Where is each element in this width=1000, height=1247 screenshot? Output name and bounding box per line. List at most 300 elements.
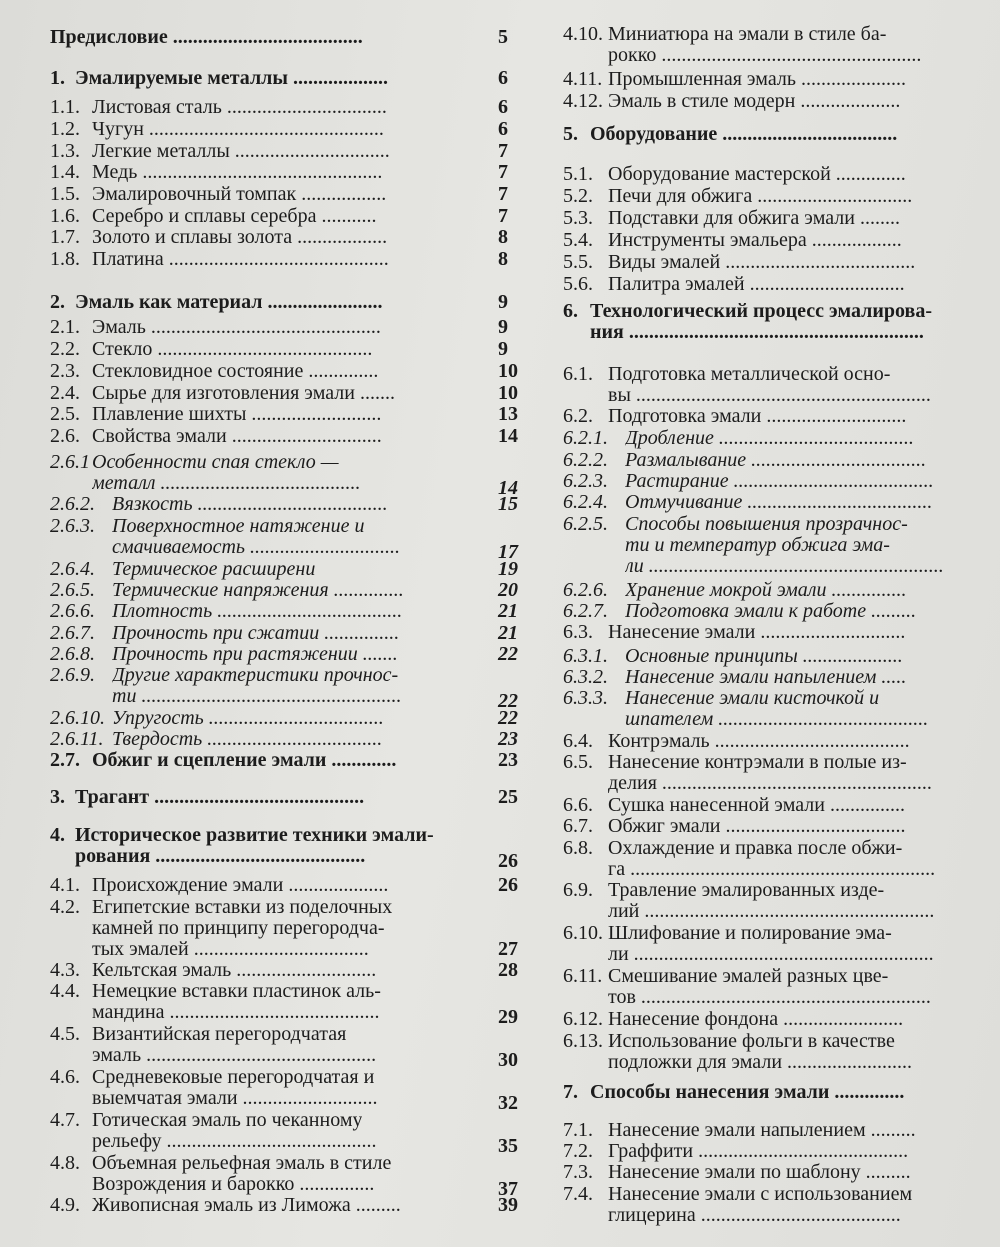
- toc-entry-number: 6.2.2.: [563, 449, 608, 471]
- toc-entry: [563, 492, 993, 513]
- toc-entry-continuation: тов ..........................................................: [608, 987, 931, 1008]
- toc-entry-number: 2.1.: [50, 316, 80, 338]
- toc-entry-title: Нанесение эмали напылением .....: [625, 667, 907, 688]
- toc-entry-number: 1.8.: [50, 248, 80, 270]
- toc-entry: [50, 426, 530, 447]
- toc-entry-continuation: эмаль ..............................................: [92, 1045, 377, 1066]
- toc-entry-page-number: 22: [498, 690, 518, 712]
- toc-entry-page-number: 13: [498, 403, 518, 425]
- toc-entry-number: 6.2.6.: [563, 579, 608, 601]
- toc-entry-title: Нанесение эмали напылением .........: [608, 1120, 916, 1141]
- toc-entry-continuation: тых эмалей ...................................: [92, 939, 369, 960]
- toc-entry: [50, 729, 530, 750]
- toc-entry-title: Предисловие ......................................: [50, 27, 363, 48]
- toc-entry-number: 7.3.: [563, 1161, 593, 1183]
- toc-entry-continuation: глицерина ........................................: [608, 1205, 901, 1226]
- toc-entry: [563, 274, 993, 295]
- toc-entry-page-number: 22: [498, 707, 518, 729]
- toc-entry-number: 6.4.: [563, 730, 593, 752]
- toc-entry-title: Миниатюра на эмали в стиле ба-: [608, 24, 887, 45]
- toc-entry-title: Сырье для изготовления эмали .......: [92, 383, 395, 404]
- toc-entry-title: Охлаждение и правка после обжи-: [608, 838, 903, 859]
- toc-entry-number: 5.5.: [563, 251, 593, 273]
- toc-entry: [563, 1162, 993, 1183]
- toc-entry: [50, 404, 530, 425]
- toc-entry-title: Эмалируемые металлы ...................: [75, 68, 389, 89]
- toc-entry: [563, 124, 993, 145]
- toc-entry-page-number: 23: [498, 749, 518, 771]
- toc-entry-number: 6.8.: [563, 837, 593, 859]
- toc-entry-number: 6.9.: [563, 879, 593, 901]
- toc-entry: [50, 1023, 530, 1071]
- toc-entry: [563, 646, 993, 667]
- toc-entry-page-number: 32: [498, 1092, 518, 1114]
- toc-entry-number: 6.2.5.: [563, 513, 608, 535]
- toc-entry-page-number: 15: [498, 493, 518, 515]
- toc-entry: [563, 514, 993, 577]
- toc-entry-page-number: 6: [498, 96, 508, 118]
- toc-entry-number: 1.4.: [50, 161, 80, 183]
- toc-entry-number: 4.11.: [563, 68, 603, 90]
- toc-entry: [50, 27, 530, 48]
- toc-entry-title: Плотность .....................................: [112, 601, 403, 622]
- toc-entry-number: 6.6.: [563, 794, 593, 816]
- toc-entry-number: 4.10.: [563, 23, 603, 45]
- toc-entry-number: 6.5.: [563, 751, 593, 773]
- toc-entry-title: Нанесение эмали с использованием: [608, 1184, 913, 1205]
- toc-entry-title: Подготовка эмали к работе .........: [625, 601, 917, 622]
- toc-entry-title: Основные принципы ....................: [625, 646, 903, 667]
- toc-entry: [50, 875, 530, 896]
- toc-entry: [563, 252, 993, 273]
- toc-entry: [50, 664, 530, 712]
- toc-entry: [50, 644, 530, 665]
- toc-entry: [563, 186, 993, 207]
- toc-entry-number: 1.7.: [50, 226, 80, 248]
- toc-entry: [563, 230, 993, 251]
- toc-entry-number: 5.3.: [563, 207, 593, 229]
- toc-entry-page-number: 37: [498, 1178, 518, 1200]
- toc-entry: [563, 364, 993, 406]
- toc-entry: [50, 141, 530, 162]
- toc-entry-title: Готическая эмаль по чеканному: [92, 1110, 363, 1131]
- toc-entry-number: 4.1.: [50, 874, 80, 896]
- toc-entry: [563, 1120, 993, 1141]
- toc-entry-continuation: мандина ..........................................: [92, 1002, 380, 1023]
- toc-entry: [563, 731, 993, 752]
- toc-entry: [563, 164, 993, 185]
- toc-entry-title: Немецкие вставки пластинок аль-: [92, 981, 381, 1002]
- toc-entry: [563, 752, 993, 794]
- toc-entry: [563, 1031, 993, 1073]
- toc-entry-page-number: 25: [498, 786, 518, 808]
- toc-entry-number: 6.3.2.: [563, 666, 608, 688]
- toc-entry-continuation: смачиваемость ..............................: [112, 537, 401, 558]
- toc-entry-number: 4.7.: [50, 1109, 80, 1131]
- toc-entry-title: Египетские вставки из поделочных: [92, 897, 393, 918]
- toc-entry: [563, 580, 993, 601]
- toc-entry-number: 6.13.: [563, 1030, 603, 1052]
- toc-entry-number: 2.4.: [50, 382, 80, 404]
- toc-entry-title: Отмучивание .....................................: [625, 492, 933, 513]
- toc-entry-continuation: шпателем ..........................................: [625, 709, 929, 730]
- toc-entry: [563, 601, 993, 622]
- toc-entry-number: 2.2.: [50, 338, 80, 360]
- toc-entry: [50, 97, 530, 118]
- toc-entry-continuation: ли ............................................................: [608, 944, 934, 965]
- toc-entry-number: 6.2.4.: [563, 491, 608, 513]
- toc-entry: [563, 622, 993, 643]
- toc-entry-page-number: 26: [498, 850, 518, 872]
- toc-entry-number: 1.6.: [50, 205, 80, 227]
- toc-entry-page-number: 7: [498, 161, 508, 183]
- toc-entry-title: Использование фольги в качестве: [608, 1031, 895, 1052]
- toc-entry-title: Подготовка эмали ............................: [608, 406, 907, 427]
- toc-entry-title: Эмаль в стиле модерн ....................: [608, 91, 901, 112]
- toc-entry: [50, 1195, 530, 1216]
- toc-entry-title: Средневековые перегородчатая и: [92, 1067, 375, 1088]
- toc-entry: [50, 1109, 530, 1157]
- toc-entry-page-number: 9: [498, 338, 508, 360]
- toc-entry-title: Эмалировочный томпак .................: [92, 184, 387, 205]
- toc-entry: [50, 361, 530, 382]
- toc-entry: [50, 68, 530, 89]
- toc-entry-continuation: металл ........................................: [92, 473, 361, 494]
- toc-entry-title: Упругость ...................................: [112, 708, 384, 729]
- toc-entry: [563, 428, 993, 449]
- toc-entry-title: Объемная рельефная эмаль в стиле: [92, 1153, 392, 1174]
- toc-entry-title: Нанесение эмали по шаблону .........: [608, 1162, 911, 1183]
- toc-entry: [563, 208, 993, 229]
- toc-entry-title: Обжиг эмали ....................................: [608, 816, 906, 837]
- toc-entry-page-number: 6: [498, 118, 508, 140]
- toc-entry: [50, 184, 530, 205]
- toc-entry-continuation: рокко ....................................................: [608, 45, 922, 66]
- toc-entry-title: Растирание ........................................: [625, 471, 934, 492]
- toc-entry-title: Происхождение эмали ....................: [92, 875, 389, 896]
- toc-entry: [563, 24, 993, 66]
- toc-entry: [50, 494, 530, 515]
- toc-entry-title: Размалывание ...................................: [625, 450, 927, 471]
- toc-entry-number: 1.3.: [50, 140, 80, 162]
- toc-entry-number: 2.7.: [50, 749, 80, 771]
- toc-entry-number: 5.4.: [563, 229, 593, 251]
- toc-entry-continuation: делия ......................................................: [608, 773, 932, 794]
- toc-entry-title: Нанесение фондона ........................: [608, 1009, 904, 1030]
- toc-entry: [50, 750, 530, 771]
- toc-entry-title: Смешивание эмалей разных цве-: [608, 966, 889, 987]
- toc-entry-number: 2.6.: [50, 425, 80, 447]
- toc-entry-title: Историческое развитие техники эмали-: [75, 825, 434, 846]
- toc-entry: [50, 292, 530, 313]
- toc-entry: [563, 69, 993, 90]
- toc-entry: [563, 667, 993, 688]
- toc-entry-number: 6.2.: [563, 405, 593, 427]
- toc-entry-number: 2.6.2.: [50, 493, 95, 515]
- toc-entry-page-number: 29: [498, 1006, 518, 1028]
- toc-entry-number: 4.3.: [50, 959, 80, 981]
- toc-entry-number: 2.6.6.: [50, 600, 95, 622]
- toc-entry-number: 2.5.: [50, 403, 80, 425]
- toc-entry-number: 4.5.: [50, 1023, 80, 1045]
- toc-entry-page-number: 14: [498, 425, 518, 447]
- toc-entry-title: Эмаль как материал .......................: [75, 292, 383, 313]
- toc-entry-number: 4.: [50, 824, 65, 846]
- toc-entry-number: 6.3.: [563, 621, 593, 643]
- toc-entry-title: Вязкость ......................................: [112, 494, 388, 515]
- toc-entry-number: 1.2.: [50, 118, 80, 140]
- toc-entry-continuation: выемчатая эмали ...........................: [92, 1088, 378, 1109]
- toc-entry-title: Подставки для обжига эмали ........: [608, 208, 900, 229]
- toc-entry-title: Подготовка металлической осно-: [608, 364, 891, 385]
- toc-entry-page-number: 10: [498, 382, 518, 404]
- toc-entry: [50, 162, 530, 183]
- toc-entry-number: 4.4.: [50, 980, 80, 1002]
- toc-entry-page-number: 21: [498, 600, 518, 622]
- toc-entry-title: Другие характеристики прочнос-: [112, 665, 399, 686]
- toc-entry-title: Свойства эмали ..............................: [92, 426, 382, 447]
- toc-entry-number: 6.3.1.: [563, 645, 608, 667]
- toc-entry-title: Листовая сталь ................................: [92, 97, 387, 118]
- toc-entry-title: Способы повышения прозрачнос-: [625, 514, 908, 535]
- toc-entry-page-number: 9: [498, 316, 508, 338]
- toc-entry-title: Прочность при растяжении .......: [112, 644, 398, 665]
- toc-entry-title: Термическое расширени: [112, 559, 316, 580]
- toc-entry-page-number: 20: [498, 579, 518, 601]
- toc-entry: [50, 227, 530, 248]
- toc-entry-title: Способы нанесения эмали ..............: [590, 1082, 905, 1103]
- toc-entry-title: Платина ............................................: [92, 249, 389, 270]
- toc-entry-title: Нанесение контрэмали в полые из-: [608, 752, 907, 773]
- toc-entry: [563, 795, 993, 816]
- toc-entry-continuation: камней по принципу перегородча-: [92, 918, 385, 939]
- toc-entry-title: Граффити ..........................................: [608, 1141, 909, 1162]
- toc-entry: [50, 317, 530, 338]
- toc-entry-title: Кельтская эмаль ............................: [92, 960, 377, 981]
- toc-entry: [50, 515, 530, 563]
- toc-entry-number: 2.6.4.: [50, 558, 95, 580]
- toc-entry-number: 1.: [50, 67, 65, 89]
- toc-entry-number: 1.5.: [50, 183, 80, 205]
- toc-entry-number: 2.6.7.: [50, 622, 95, 644]
- toc-entry: [50, 206, 530, 227]
- toc-entry-number: 2.6.3.: [50, 515, 95, 537]
- toc-entry-continuation: га .............................................................: [608, 859, 936, 880]
- toc-entry-title: Термические напряжения ..............: [112, 580, 404, 601]
- toc-entry-title: Эмаль ..............................................: [92, 317, 381, 338]
- toc-entry-page-number: 7: [498, 140, 508, 162]
- toc-entry-page-number: 28: [498, 959, 518, 981]
- toc-entry-page-number: 14: [498, 477, 518, 499]
- toc-entry: [563, 406, 993, 427]
- toc-entry-title: Золото и сплавы золота ..................: [92, 227, 388, 248]
- toc-entry: [50, 787, 530, 808]
- toc-entry-continuation: подложки для эмали .........................: [608, 1052, 913, 1073]
- toc-entry-continuation: рования ..........................................: [75, 846, 366, 867]
- toc-entry-number: 5.: [563, 123, 578, 145]
- toc-entry-number: 6.2.3.: [563, 470, 608, 492]
- toc-entry-title: Медь ................................................: [92, 162, 383, 183]
- toc-entry-continuation: рельефу ..........................................: [92, 1131, 377, 1152]
- toc-entry-title: Оборудование мастерской ..............: [608, 164, 906, 185]
- toc-entry: [563, 880, 993, 922]
- toc-entry-page-number: 22: [498, 643, 518, 665]
- toc-entry: [563, 1141, 993, 1162]
- toc-entry-number: 6.2.7.: [563, 600, 608, 622]
- toc-entry-page-number: 7: [498, 183, 508, 205]
- toc-entry: [50, 708, 530, 729]
- toc-entry: [50, 383, 530, 404]
- toc-entry-page-number: 35: [498, 1135, 518, 1157]
- toc-entry-title: Особенности спая стекло —: [92, 452, 339, 473]
- toc-entry-title: Твердость ...................................: [112, 729, 383, 750]
- toc-entry-number: 2.6.11.: [50, 728, 104, 750]
- toc-entry-title: Трагант ..........................................: [75, 787, 365, 808]
- toc-entry: [50, 559, 530, 580]
- toc-entry-page-number: 6: [498, 67, 508, 89]
- toc-entry-title: Обжиг и сцепление эмали .............: [92, 750, 397, 771]
- toc-entry-number: 7.2.: [563, 1140, 593, 1162]
- toc-entry-title: Оборудование ...................................: [590, 124, 898, 145]
- toc-entry-number: 6.11.: [563, 965, 603, 987]
- toc-entry-number: 5.6.: [563, 273, 593, 295]
- toc-entry-number: 2.3.: [50, 360, 80, 382]
- toc-entry: [50, 897, 530, 960]
- toc-entry: [50, 601, 530, 622]
- toc-entry-page-number: 8: [498, 226, 508, 248]
- toc-entry-number: 4.6.: [50, 1066, 80, 1088]
- toc-entry: [50, 824, 530, 872]
- toc-entry-title: Прочность при сжатии ...............: [112, 623, 400, 644]
- toc-entry-title: Стекло ...........................................: [92, 339, 373, 360]
- toc-entry-page-number: 7: [498, 205, 508, 227]
- toc-entry-page-number: 19: [498, 558, 518, 580]
- toc-entry-continuation: ти ....................................................: [112, 686, 402, 707]
- toc-entry-title: Серебро и сплавы серебра ...........: [92, 206, 377, 227]
- toc-entry-number: 6.7.: [563, 815, 593, 837]
- toc-entry-title: Поверхностное натяжение и: [112, 516, 365, 537]
- toc-entry: [50, 339, 530, 360]
- toc-entry-continuation: вы ...........................................................: [608, 385, 931, 406]
- toc-entry: [50, 960, 530, 981]
- toc-entry-title: Стекловидное состояние ..............: [92, 361, 379, 382]
- toc-entry: [563, 1009, 993, 1030]
- toc-entry-number: 6.2.1.: [563, 427, 608, 449]
- toc-entry-number: 2.: [50, 291, 65, 313]
- toc-entry: [50, 451, 530, 499]
- toc-entry: [563, 923, 993, 965]
- toc-entry-page-number: 9: [498, 291, 508, 313]
- toc-entry-number: 5.2.: [563, 185, 593, 207]
- toc-entry-continuation: ти и температур обжига эма-: [625, 535, 890, 556]
- toc-entry: [50, 980, 530, 1028]
- toc-entry-title: Дробление .......................................: [625, 428, 914, 449]
- toc-entry: [50, 580, 530, 601]
- toc-entry: [563, 450, 993, 471]
- toc-entry-number: 2.6.9.: [50, 664, 95, 686]
- toc-entry-number: 4.2.: [50, 896, 80, 918]
- toc-entry-page-number: 5: [498, 26, 508, 48]
- toc-entry-title: Живописная эмаль из Лиможа .........: [92, 1195, 401, 1216]
- toc-entry: [563, 301, 993, 343]
- toc-entry-title: Плавление шихты ..........................: [92, 404, 382, 425]
- toc-entry-number: 7.1.: [563, 1119, 593, 1141]
- toc-entry-number: 5.1.: [563, 163, 593, 185]
- toc-entry-number: 2.6.8.: [50, 643, 95, 665]
- toc-entry-title: Нанесение эмали .............................: [608, 622, 906, 643]
- toc-entry-title: Палитра эмалей ...............................: [608, 274, 905, 295]
- toc-entry-page-number: 17: [498, 541, 518, 563]
- toc-entry: [50, 1152, 530, 1200]
- toc-entry-title: Виды эмалей ......................................: [608, 252, 916, 273]
- toc-entry-number: 2.6.1: [50, 451, 90, 473]
- toc-entry: [563, 838, 993, 880]
- toc-entry-number: 4.9.: [50, 1194, 80, 1216]
- toc-entry-number: 6.3.3.: [563, 687, 608, 709]
- toc-entry-title: Контрэмаль .......................................: [608, 731, 910, 752]
- toc-entry-page-number: 21: [498, 622, 518, 644]
- toc-entry-title: Чугун ...............................................: [92, 119, 384, 140]
- toc-entry-continuation: ния ...........................................................: [590, 322, 924, 343]
- toc-entry: [563, 471, 993, 492]
- toc-entry-continuation: ли ...........................................................: [625, 556, 944, 577]
- toc-entry-page-number: 23: [498, 728, 518, 750]
- toc-entry-continuation: Возрождения и барокко ...............: [92, 1174, 375, 1195]
- toc-entry-title: Шлифование и полирование эма-: [608, 923, 892, 944]
- toc-entry-title: Легкие металлы ...............................: [92, 141, 390, 162]
- toc-entry-continuation: лий ..........................................................: [608, 901, 935, 922]
- toc-entry-number: 6.10.: [563, 922, 603, 944]
- toc-entry: [50, 1066, 530, 1114]
- toc-entry: [563, 966, 993, 1008]
- toc-entry-number: 6.12.: [563, 1008, 603, 1030]
- toc-entry-page-number: 30: [498, 1049, 518, 1071]
- toc-entry-title: Сушка нанесенной эмали ...............: [608, 795, 905, 816]
- toc-entry: [50, 623, 530, 644]
- toc-entry-page-number: 8: [498, 248, 508, 270]
- toc-entry-number: 7.4.: [563, 1183, 593, 1205]
- toc-entry-page-number: 10: [498, 360, 518, 382]
- toc-entry-page-number: 26: [498, 874, 518, 896]
- toc-entry-title: Нанесение эмали кисточкой и: [625, 688, 880, 709]
- toc-entry-number: 6.1.: [563, 363, 593, 385]
- toc-entry-title: Промышленная эмаль .....................: [608, 69, 906, 90]
- toc-entry-page-number: 39: [498, 1194, 518, 1216]
- toc-entry-title: Византийская перегородчатая: [92, 1024, 347, 1045]
- toc-entry-title: Печи для обжига ...............................: [608, 186, 913, 207]
- toc-entry-page-number: 27: [498, 938, 518, 960]
- toc-entry: [563, 91, 993, 112]
- toc-entry: [563, 1184, 993, 1226]
- toc-entry-number: 6.: [563, 300, 578, 322]
- toc-entry-title: Инструменты эмальера ..................: [608, 230, 902, 251]
- toc-entry: [563, 688, 993, 730]
- toc-entry-number: 2.6.5.: [50, 579, 95, 601]
- toc-entry-number: 4.8.: [50, 1152, 80, 1174]
- toc-entry: [563, 816, 993, 837]
- toc-entry-number: 7.: [563, 1081, 578, 1103]
- toc-entry: [563, 1082, 993, 1103]
- toc-entry-number: 3.: [50, 786, 65, 808]
- toc-entry-number: 4.12.: [563, 90, 603, 112]
- toc-entry: [50, 249, 530, 270]
- toc-entry-title: Технологический процесс эмалирова-: [590, 301, 932, 322]
- toc-entry-number: 1.1.: [50, 96, 80, 118]
- toc-entry-number: 2.6.10.: [50, 707, 105, 729]
- toc-entry: [50, 119, 530, 140]
- toc-entry-title: Травление эмалированных изде-: [608, 880, 885, 901]
- toc-entry-title: Хранение мокрой эмали ...............: [625, 580, 907, 601]
